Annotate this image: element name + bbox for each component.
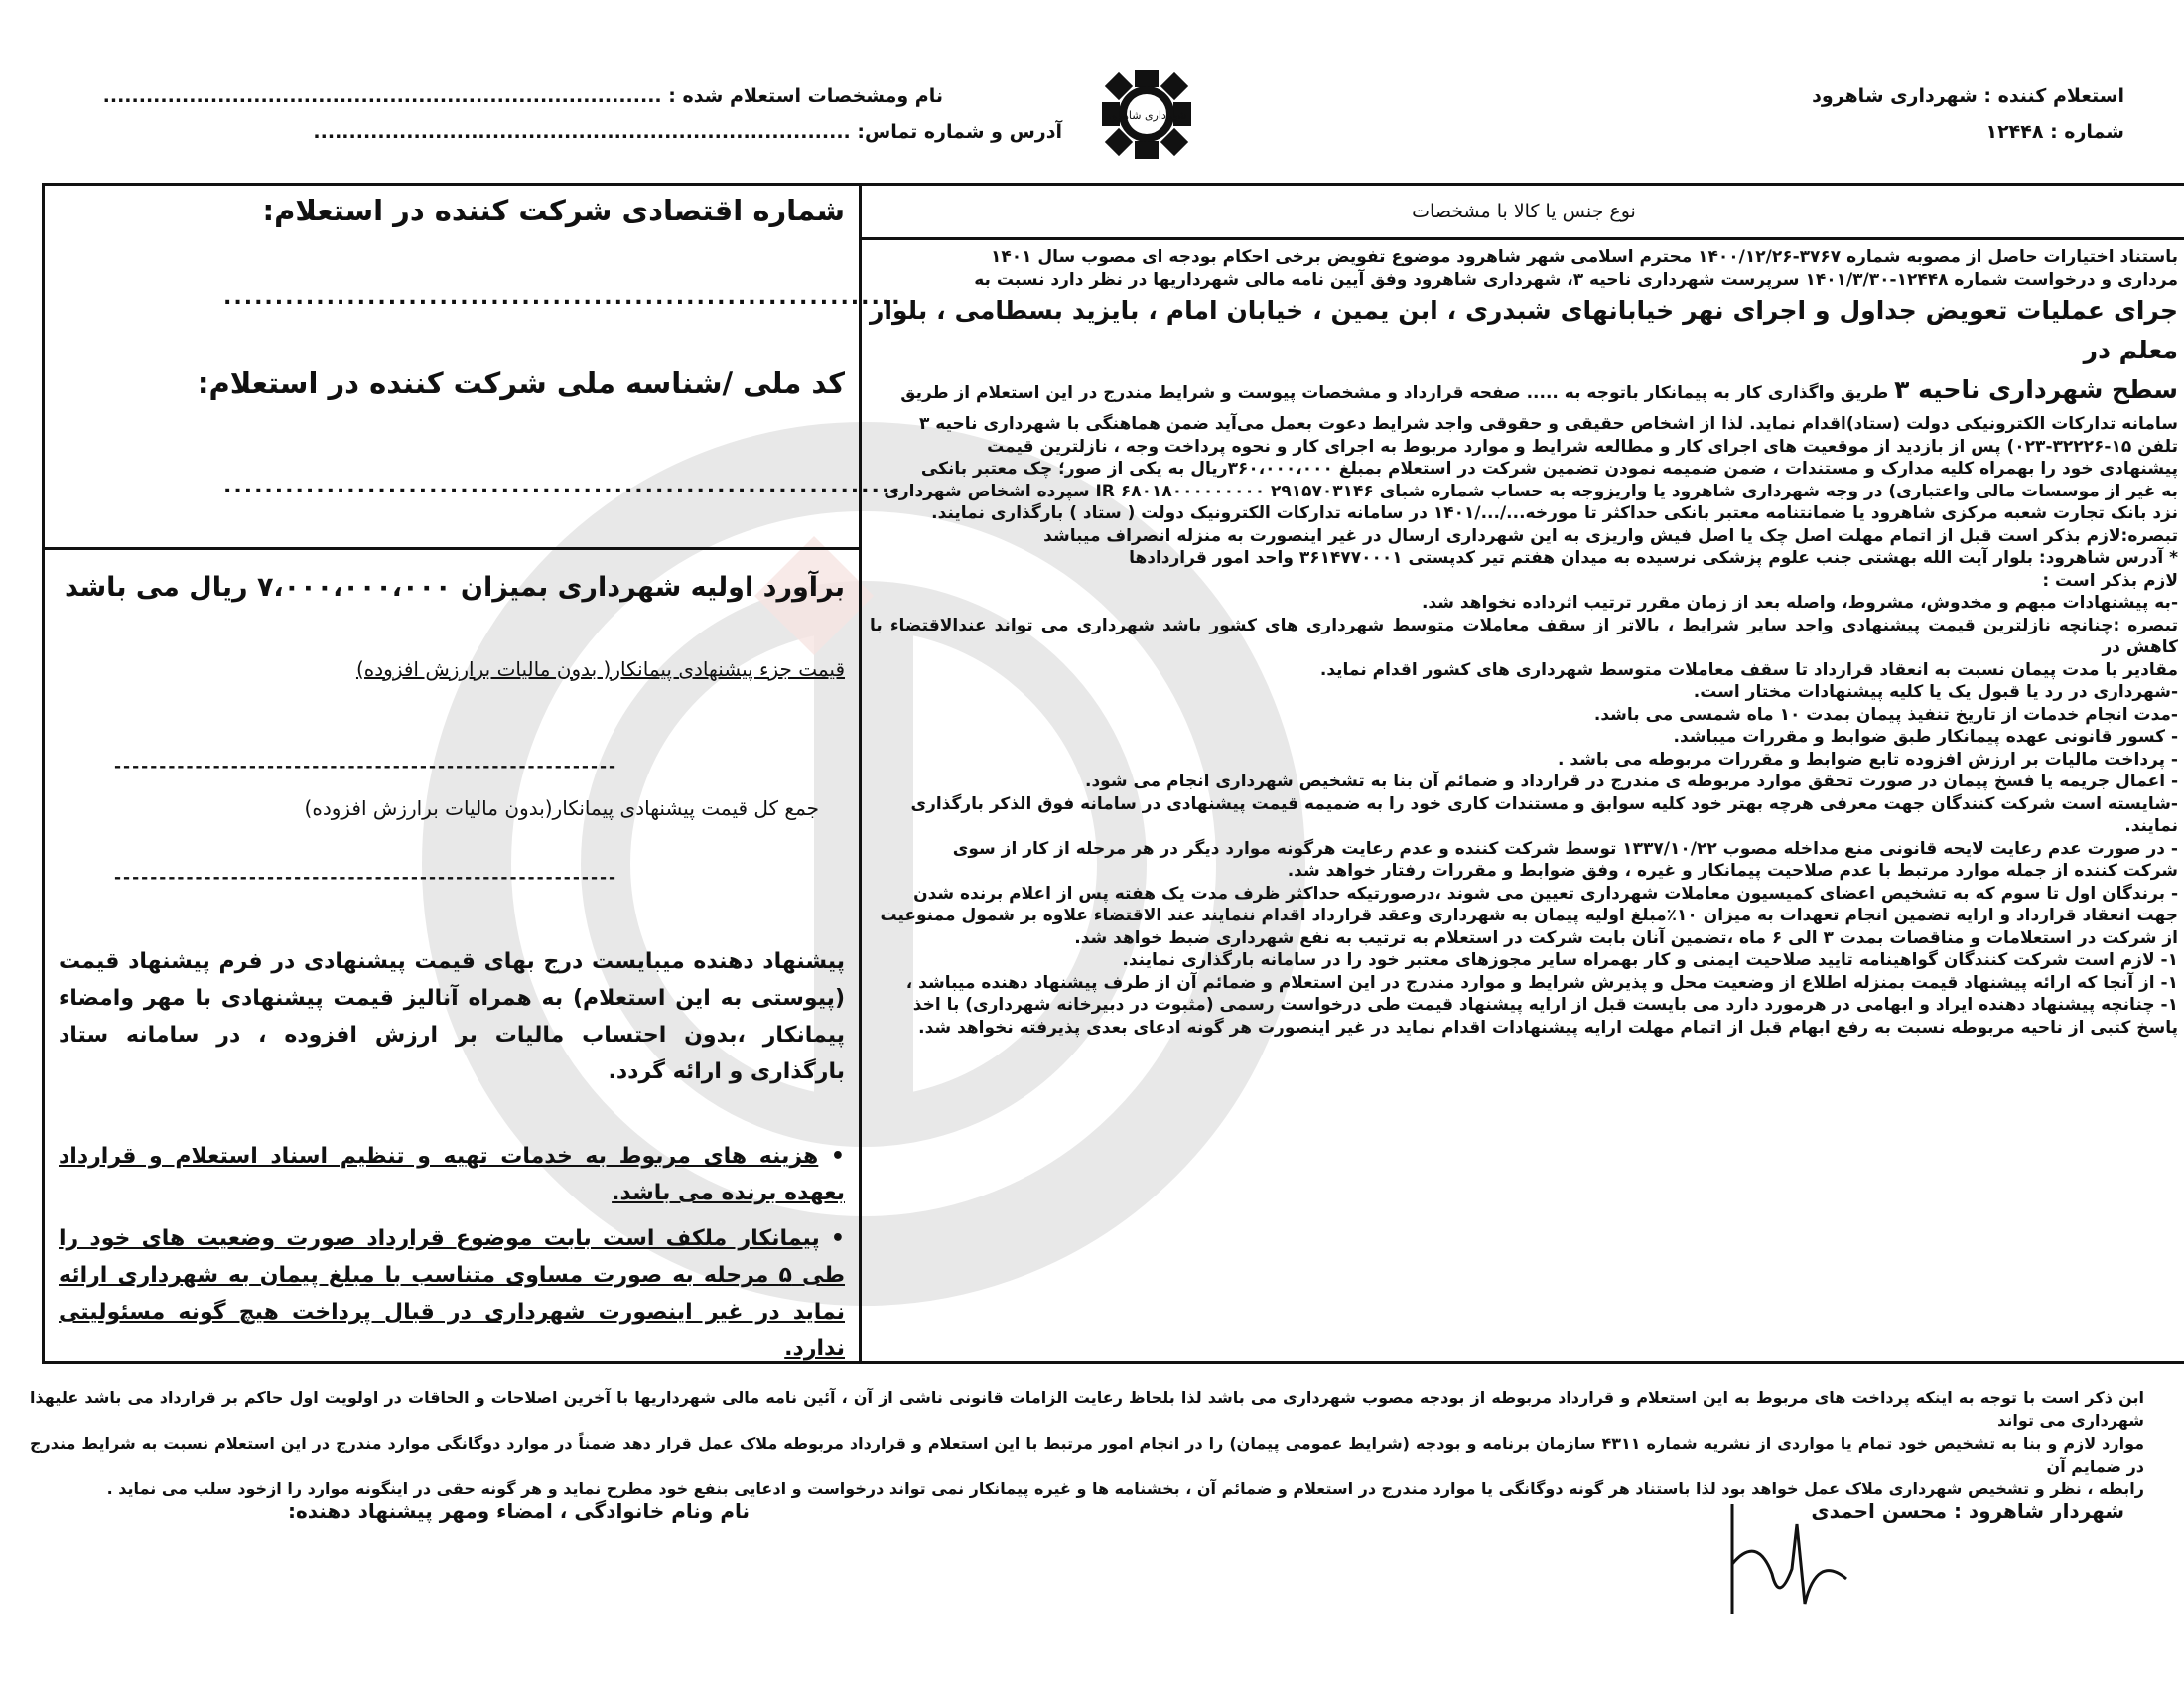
- economic-number-field[interactable]: ..................................................................: [223, 285, 902, 310]
- bullet-payment-text: پیمانکار ملکف است بابت موضوع قرارداد صورت وضعیت های خود را طی ۵ مرحله به صورت مساوی متناسب با مبلغ پیمان به شهرداری ارائه نماید در غیر اینصورت شهرداری در قبال پرداخت هیچ گونه مسئولیتی ندارد.: [59, 1226, 845, 1361]
- letter-number: شماره : ۱۲۴۴۸: [1985, 121, 2124, 143]
- footer-terms: [30, 1386, 2144, 1500]
- spec-line: نزد بانک تجارت شعبه مرکزی شاهرود یا ضمانتنامه معتبر بانکی حداکثر تا مورخه.../.../۱۴۰۱ در سامانه تدارکات الکترونیک دولت ( ستاد ) بارگذاری نمایند.: [931, 503, 2178, 523]
- specifications-title: نوع جنس یا کالا با مشخصات: [862, 186, 2184, 240]
- total-price-label: جمع کل قیمت پیشنهادی پیمانکار(بدون مالیات برارزش افزوده): [304, 796, 819, 820]
- spec-line: از شرکت در استعلامات و مناقصات بمدت ۳ الی ۶ ماه ،تضمین آنان بابت شرکت در استعلام به ترتیب به نفع شهرداری ضبط خواهد شد.: [1074, 927, 2178, 948]
- spec-line: ۱- از آنجا که ارائه پیشنهاد قیمت بمنزله اطلاع از وضعیت محل و پذیرش شرایط و موارد مندرج در این استعلام و ضمائم آن از طرف پیشنهاد دهنده میباشد ،: [905, 972, 2178, 993]
- address-dots: ...........................................................................: [313, 121, 851, 143]
- spec-line: تبصره:لازم بذکر است قبل از اتمام مهلت اصل چک یا اصل فیش واریزی به این شهرداری ارسال در غیر اینصورت به منزله انصراف میباشد: [1043, 525, 2178, 546]
- unit-price-label: قیمت جزء پیشنهادی پیمانکار( بدون مالیات برارزش افزوده): [355, 657, 845, 681]
- bullet-cost: [59, 1138, 845, 1211]
- footer-line: ابن ذکر است با توجه به اینکه پرداخت های مربوط به این استعلام و قرارداد مربوطه از بودجه مصوب شهرداری می باشد لذا بلحاظ رعایت الزامات قانونی ناشی از آن ، آئین نامه مالی شهرداریها با آخرین اصلاحات و الحاقات در اولویت اول حاکم بر قرارداد می باشد علیهذا شهرداری می تواند: [30, 1388, 2144, 1430]
- specifications-body: [862, 240, 2184, 1039]
- requester-label: استعلام کننده : شهرداری شاهرود: [1812, 85, 2124, 107]
- spec-line: طریق واگذاری کار به پیمانکار باتوجه به ..... صفحه قرارداد و مشخصات پیوست و شرایط مندرج در این استعلام از طریق: [900, 383, 1895, 403]
- address-label: [313, 121, 1062, 143]
- spec-line: پیشنهادی خود را بهمراه کلیه مدارک و مستندات ، ضمن ضمیمه نمودن تضمین شرکت در استعلام بمبلغ ۳۶۰،۰۰۰،۰۰۰ریال به یکی از صور؛ چک معتبر بانکی: [920, 459, 2178, 479]
- spec-line: -مدت انجام خدمات از تاریخ تنفیذ پیمان بمدت ۱۰ ماه شمسی می باشد.: [1593, 704, 2178, 725]
- submission-instructions: پیشنهاد دهنده میبایست درج بهای قیمت پیشنهادی در فرم پیشنهاد قیمت (پیوستی به این استعلام) به همراه آنالیز قیمت پیشنهادی با مهر وامضاء پیمانکار ،بدون احتساب مالیات بر ارزش افزوده ، در سامانه ستاد بارگذاری و ارائه گردد.: [59, 949, 845, 1084]
- respondent-name-label: [103, 85, 943, 107]
- spec-line: باستناد اختیارات حاصل از مصوبه شماره ۳۷۶۷-۱۴۰۰/۱۲/۲۶ محترم اسلامی شهر شاهرود موضوع تفویض برخی احکام بودجه ای مصوب سال ۱۴۰۱: [990, 247, 2178, 267]
- spec-line: تلفن ۱۵-۳۲۲۲۶-۰۲۳) پس از بازدید از موقعیت های اجرای کار و مطالعه شرایط و موارد مربوط به اجرای کار و نحوه پرداخت وجه ، نازلترین قیمت: [987, 436, 2178, 457]
- bullet-payment: [59, 1220, 845, 1367]
- spec-line: مقادیر یا مدت پیمان نسبت به انعقاد قرارداد تا سقف معاملات متوسط شهرداری های کشور اقدام نمايد.: [1319, 659, 2178, 680]
- project-district: سطح شهرداری ناحیه ۳: [1894, 375, 2178, 404]
- footer-line: رابطه ، نظر و تشخیص شهرداری ملاک عمل خواهد بود لذا باستناد هر گونه دوگانگی یا موارد مندرج در استعلام و ضمائم آن ، بخشنامه ها و غیره پیمانکار نمی تواند درخواست و ادعایی بنفع خود مطرح نماید و هر گونه حقی در اینگونه موارد را ازخود سلب می نماید .: [106, 1479, 2144, 1498]
- national-id-label: کد ملی /شناسه ملی شرکت کننده در استعلام:: [197, 366, 845, 400]
- bullet-icon: •: [818, 1144, 845, 1169]
- spec-line: سامانه تدارکات الکترونیکی دولت (ستاد)اقدام نماید. لذا از اشخاص حقیقی و حقوقی واجد شرایط دعوت بعمل می‌آید ضمن هماهنگی با شهرداری ناحیه ۳: [918, 414, 2178, 434]
- spec-line: لازم بذکر است :: [2042, 570, 2178, 591]
- spec-line: - پرداخت مالیات بر ارزش افزوده تابع ضوابط و مقررات مربوطه می باشد .: [1558, 749, 2178, 770]
- mayor-name: شهردار شاهرود : محسن احمدی: [1811, 1499, 2124, 1523]
- spec-line: به غیر از موسسات مالی واعتباری) در وجه شهرداری شاهرود یا واریزوجه به حساب شماره شبای ۲۹۱۵۷۰۳۱۴۶ ۶۸۰۱۸۰۰۰۰۰۰۰۰۰ IR سپرده اشخاص شهرداری: [884, 481, 2178, 501]
- spec-line: - برندگان اول تا سوم که به تشخیص اعضای کمیسیون معاملات شهرداری تعیین می شوند ،درصورتیکه حداکثر ظرف مدت یک هفته پس از اعلام برنده شدن: [913, 883, 2178, 904]
- address-text: آدرس و شماره تماس:: [857, 121, 1062, 143]
- spec-line: - کسور قانونی عهده پیمانکار طبق ضوابط و مقررات میباشد.: [1673, 727, 2178, 747]
- price-box: [42, 547, 862, 1364]
- spec-line: -به پیشنهادات مبهم و مخدوش، مشروط، واصله بعد از زمان مقرر ترتیب اثرداده نخواهد شد.: [1421, 593, 2178, 613]
- spec-line: تبصره :چنانچه نازلترین قیمت پیشنهادی واجد سایر شرایط ، بالاتر از سقف معاملات متوسط شهرداری های کشور باشد شهرداری می تواند عندالاقتضاء با کاهش در: [870, 615, 2178, 657]
- bullet-cost-text: هزینه های مربوط به خدمات تهیه و تنظیم اسناد استعلام و قرارداد بعهده برنده می باشد.: [59, 1144, 845, 1205]
- economic-number-label: شماره اقتصادی شرکت کننده در استعلام:: [262, 194, 845, 227]
- bullet-icon: •: [819, 1226, 845, 1251]
- spec-line: -شایسته است شرکت کنندگان جهت معرفی هرچه بهتر خود کلیه سوابق و مستندات کاری خود را به ضمیمه قیمت پیشنهادی در سامانه فوق الذکر بارگذاری: [910, 793, 2178, 814]
- spec-line: شرکت کننده از جمله موارد مرتبط با عدم صلاحیت پیمانکار و غیره ، وفق ضوابط و مقررات رفتار خواهد شد.: [1287, 861, 2178, 881]
- spec-line: جهت انعقاد قرارداد و ارایه تضمین انجام تعهدات به میزان ۱۰٪مبلغ اولیه پیمان به شهرداری وعقد قرارداد اقدام ننمایند عند الاقتضاء علاوه بر شمول ممنوعیت: [880, 906, 2178, 925]
- project-title-line: جرای عملیات تعویض جداول و اجرای نهر خیابانهای شبدری ، ابن یمین ، خیابان امام ، بایزید بسطامی ، بلوار معلم در: [870, 296, 2178, 364]
- spec-line: * آدرس شاهرود: بلوار آیت الله بهشتی جنب علوم پزشکی نرسیده به میدان هفتم تیر کدپستی ۳۶۱۴۷۷۰۰۰۱ واحد امور قراردادها: [1129, 548, 2178, 568]
- respondent-name-dots: ..............................................................................: [102, 85, 662, 107]
- spec-line: ۱- لازم است شرکت کنندگان گواهینامه تایید صلاحیت ایمنی و کار بهمراه سایر مجوزهای معتبر خود را در سامانه بارگذاری نمایند.: [1122, 950, 2178, 970]
- specifications-box: [859, 183, 2184, 1364]
- national-id-field[interactable]: ..................................................................: [223, 474, 902, 498]
- spec-line: -شهرداری در رد یا قبول یک یا کلیه پیشنهادات مختار است.: [1693, 682, 2178, 702]
- company-id-box: [42, 183, 902, 550]
- spec-line: - اعمال جریمه یا فسخ پیمان در صورت تحقق موارد مربوطه ی مندرج در قرارداد و ضمائم آن بنا به تشخیص شهرداری انجام می شود.: [1084, 772, 2178, 791]
- signature-icon: [1717, 1494, 1866, 1623]
- spec-line: ۱- چنانچه پیشنهاد دهنده ایراد و ابهامی در هرمورد دارد می بایست قبل از ارایه پیشنهاد قیمت طی درخواست رسمی (مثبوت در دبیرخانه شهرداری) با اخذ: [912, 995, 2178, 1015]
- spec-line: مرداری و درخواست شماره ۱۲۴۴۸-۱۴۰۱/۳/۳۰ سرپرست شهرداری ناحیه ۳، شهرداری شاهرود وفق آیین نامه مالی شهرداریها در نظر دارد نسبت به: [974, 269, 2178, 290]
- footer-line: موارد لازم و بنا به تشخیص خود تمام یا مواردی از نشریه شماره ۴۳۱۱ سازمان برنامه و بودجه (شرایط عمومی پیمان) را در انجام امور مرتبط با این استعلام و قرارداد مربوطه ملاک عمل قرار دهد ضمناً در موارد دوگانگی موارد مندرج در این استعلام نسبت به شرایط مندرج در ضمایم آن: [30, 1434, 2145, 1476]
- municipality-logo-icon: [1097, 65, 1196, 164]
- bidder-signature-label: نام ونام خانوادگی ، امضاء ومهر پیشنهاد دهنده:: [287, 1499, 750, 1523]
- total-price-field[interactable]: --------------------------------------------------------: [114, 868, 618, 888]
- spec-line: - در صورت عدم رعایت لایحه قانونی منع مداخله مصوب ۱۳۳۷/۱۰/۲۲ توسط شرکت کننده و عدم رعایت هرگونه موارد دیگر در هر مرحله از کار از سوی: [952, 838, 2178, 859]
- unit-price-field[interactable]: --------------------------------------------------------: [114, 757, 618, 776]
- spec-line: پاسخ کتبی از ناحیه مربوطه نسبت به رفع ابهام قبل از اتمام مهلت ارایه پیشنهادات اقدام نماید در غیر اینصورت هر گونه ادعای بعدی پذیرفته نخواهد شد.: [918, 1017, 2178, 1038]
- respondent-name-text: نام ومشخصات استعلام شده :: [668, 85, 943, 107]
- initial-estimate: برآورد اولیه شهرداری بمیزان ۷،۰۰۰،۰۰۰،۰۰۰ ریال می باشد: [65, 572, 845, 603]
- spec-line: نمایند.: [2124, 816, 2178, 836]
- logo-text: شهرداری شاهرود: [1106, 109, 1187, 122]
